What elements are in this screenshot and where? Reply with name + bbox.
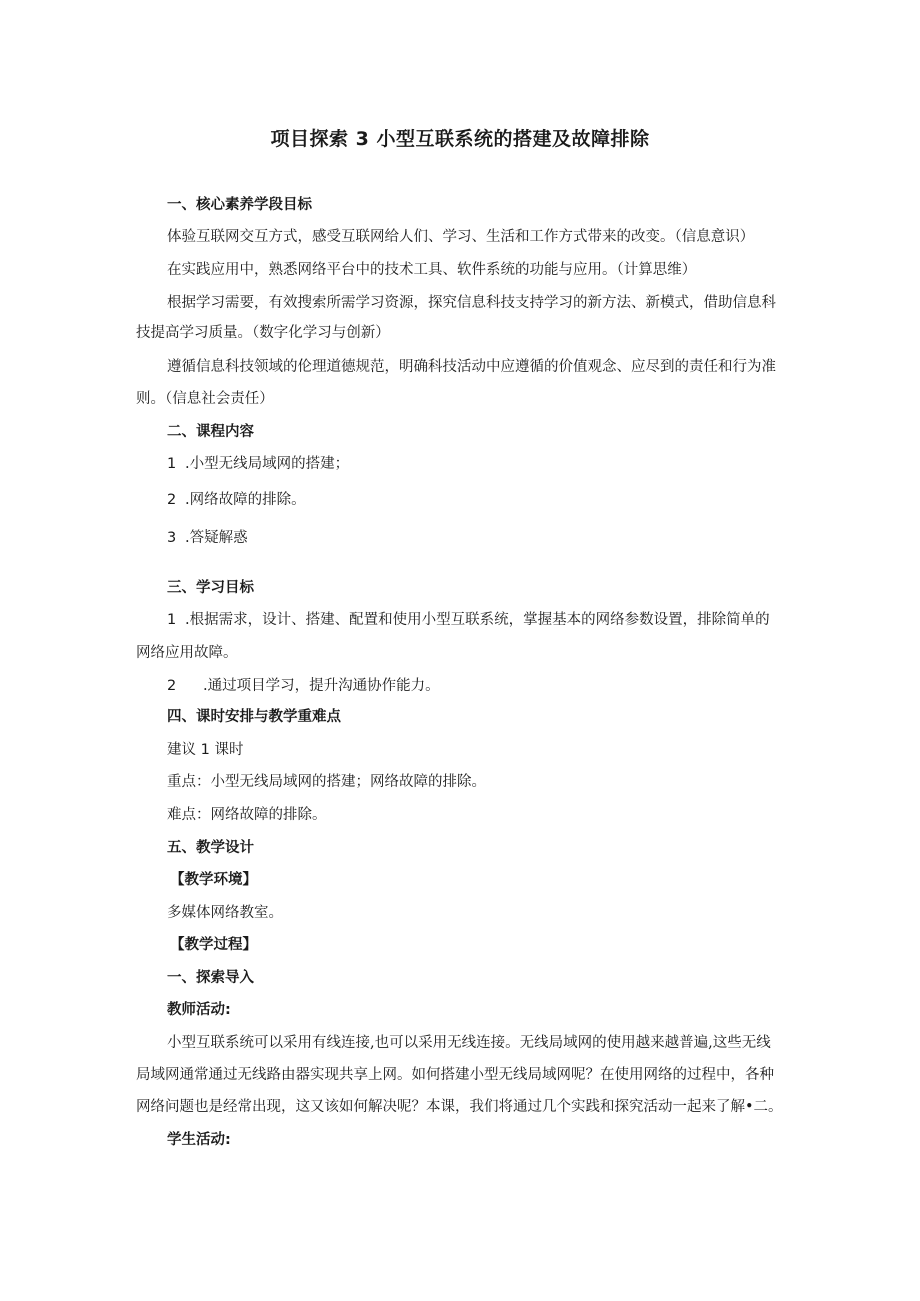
teaching-process-label: 【教学过程】 xyxy=(170,937,257,953)
teaching-environment-text: 多媒体网络教室。 xyxy=(167,905,283,921)
content-item-3 xyxy=(167,528,248,548)
page-title: 项目探索 3 小型互联系统的搭建及故障排除 xyxy=(270,128,650,150)
objective-item-1-line-2: 网络应用故障。 xyxy=(136,645,238,661)
section-heading-content: 二、课程内容 xyxy=(167,424,254,440)
step-heading-intro: 一、探索导入 xyxy=(167,970,254,986)
section-heading-objectives: 三、学习目标 xyxy=(167,580,254,596)
teacher-activity-line-2: 局域网通常通过无线路由器实现共享上网。如何搭建小型无线局域网呢？在使用网络的过程中，各种 xyxy=(136,1067,774,1083)
teacher-activity-line-1: 小型互联系统可以采用有线连接,也可以采用无线连接。无线局域网的使用越来越普遍,这些无线 xyxy=(167,1035,771,1051)
goal-paragraph-3-line-2: 技提高学习质量。（数字化学习与创新） xyxy=(136,325,390,341)
class-hours: 建议 1 课时 xyxy=(167,742,244,758)
objective-item-text: .通过项目学习，提升沟通协作能力。 xyxy=(203,678,440,694)
content-item-text: .小型无线局域网的搭建； xyxy=(185,456,350,472)
content-item-number: 3 xyxy=(167,530,177,546)
objective-item-1-line-1 xyxy=(167,610,770,630)
teacher-activity-line-3: 网络问题也是经常出现，这又该如何解决呢？本课，我们将通过几个实践和探究活动一起来了解•二。 xyxy=(136,1099,783,1115)
content-item-text: .网络故障的排除。 xyxy=(185,492,306,508)
goal-paragraph-1: 体验互联网交互方式，感受互联网给人们、学习、生活和工作方式带来的改变。（信息意识） xyxy=(167,229,755,245)
objective-item-text: .根据需求，设计、搭建、配置和使用小型互联系统，掌握基本的网络参数设置，排除简单的 xyxy=(185,612,770,628)
goal-paragraph-2: 在实践应用中，熟悉网络平台中的技术工具、软件系统的功能与应用。（计算思维） xyxy=(167,262,697,278)
content-item-number: 1 xyxy=(167,456,177,472)
goal-paragraph-4-line-2: 则。（信息社会责任） xyxy=(136,391,274,407)
key-points: 重点：小型无线局域网的搭建；网络故障的排除。 xyxy=(167,774,486,790)
section-heading-schedule: 四、课时安排与教学重难点 xyxy=(167,709,341,725)
content-item-text: .答疑解惑 xyxy=(185,530,248,546)
objective-item-number: 1 xyxy=(167,612,177,628)
objective-item-2 xyxy=(167,676,440,696)
teaching-environment-label: 【教学环境】 xyxy=(170,872,257,888)
goal-paragraph-4-line-1: 遵循信息科技领域的伦理道德规范，明确科技活动中应遵循的价值观念、应尽到的责任和行为准 xyxy=(167,359,776,375)
content-item-2 xyxy=(167,490,306,510)
goal-paragraph-3-line-1: 根据学习需要，有效搜索所需学习资源，探究信息科技支持学习的新方法、新模式，借助信息科 xyxy=(167,295,776,311)
section-heading-goals: 一、核心素养学段目标 xyxy=(167,197,312,213)
student-activity-label: 学生活动: xyxy=(167,1132,231,1148)
difficult-points: 难点：网络故障的排除。 xyxy=(167,807,327,823)
section-heading-design: 五、教学设计 xyxy=(167,840,254,856)
content-item-number: 2 xyxy=(167,492,177,508)
teacher-activity-label: 教师活动: xyxy=(167,1002,231,1018)
content-item-1 xyxy=(167,454,349,474)
objective-item-number: 2 xyxy=(167,678,177,694)
